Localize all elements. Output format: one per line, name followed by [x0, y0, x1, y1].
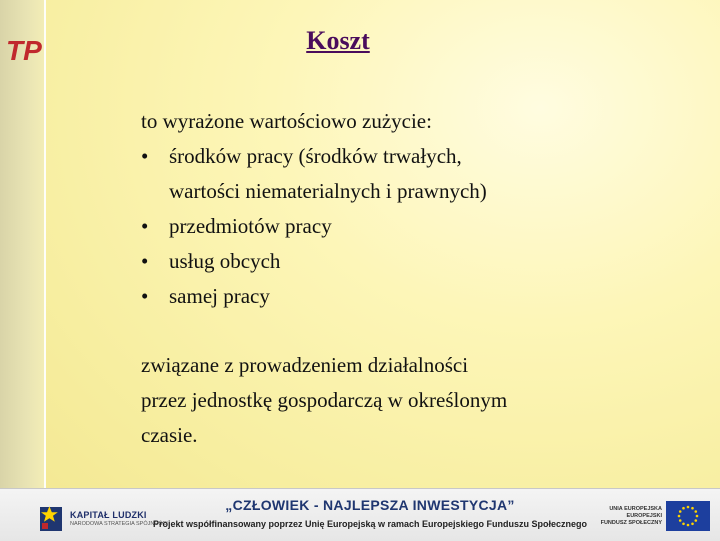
closing-line: związane z prowadzeniem działalności: [141, 353, 469, 377]
closing-line: przez jednostkę gospodarczą w określonym: [141, 388, 508, 412]
footer-banner: [0, 488, 720, 541]
bullet-marker: •: [141, 214, 149, 238]
eu-star: [694, 510, 697, 513]
eu-star: [687, 506, 690, 509]
bullet-item: [141, 244, 681, 279]
slide-title: [0, 26, 676, 56]
eu-star: [691, 522, 694, 525]
footer-slogan: „CZŁOWIEK - NAJLEPSZA INWESTYCJA”: [225, 497, 515, 513]
kapital-ludzki-subtitle: NARODOWA STRATEGIA SPÓJNOŚCI: [70, 521, 168, 527]
footer-project-line: Projekt współfinansowany poprzez Unię Europejską w ramach Europejskiego Funduszu Społecznego: [152, 519, 588, 529]
eu-label: [598, 506, 662, 527]
eu-label-line: UNIA EUROPEJSKA: [609, 506, 662, 512]
eu-star: [679, 510, 682, 513]
eu-star: [682, 507, 685, 510]
bullet-marker: •: [141, 144, 149, 168]
bullet-item: [141, 279, 681, 314]
eu-label-line: FUNDUSZ SPOŁECZNY: [600, 520, 662, 526]
bullet-marker: •: [141, 284, 149, 308]
eu-star: [687, 524, 690, 527]
left-decor-bar: [0, 0, 46, 488]
left-decor-line: [44, 0, 46, 488]
eu-star: [691, 507, 694, 510]
eu-star: [679, 519, 682, 522]
eu-star: [678, 515, 681, 518]
slide-title-text: Koszt: [306, 26, 370, 55]
eu-label-line: EUROPEJSKI: [626, 513, 662, 519]
closing-line: czasie.: [141, 423, 198, 447]
eu-star: [694, 519, 697, 522]
bullet-continuation: wartości niematerialnych i prawnych): [169, 179, 487, 203]
kapital-ludzki-logo-icon: [38, 499, 66, 535]
svg-text:TP: TP: [6, 35, 42, 66]
bullet-item: [141, 209, 681, 244]
bullet-text: samej pracy: [169, 284, 270, 308]
kapital-ludzki-title: KAPITAŁ LUDZKI: [70, 510, 147, 520]
bullet-item: [141, 139, 681, 174]
bullet-text: środków pracy (środków trwałych,: [169, 144, 462, 168]
eu-star: [696, 515, 699, 518]
eu-flag-icon: [666, 501, 710, 531]
bullet-marker: •: [141, 249, 149, 273]
bullet-text: przedmiotów pracy: [169, 214, 332, 238]
bullet-text: usług obcych: [169, 249, 281, 273]
paragraph-spacer: [141, 314, 681, 348]
slide-content: [141, 104, 681, 453]
intro-line: to wyrażone wartościowo zużycie:: [141, 109, 432, 133]
eu-star: [682, 522, 685, 525]
